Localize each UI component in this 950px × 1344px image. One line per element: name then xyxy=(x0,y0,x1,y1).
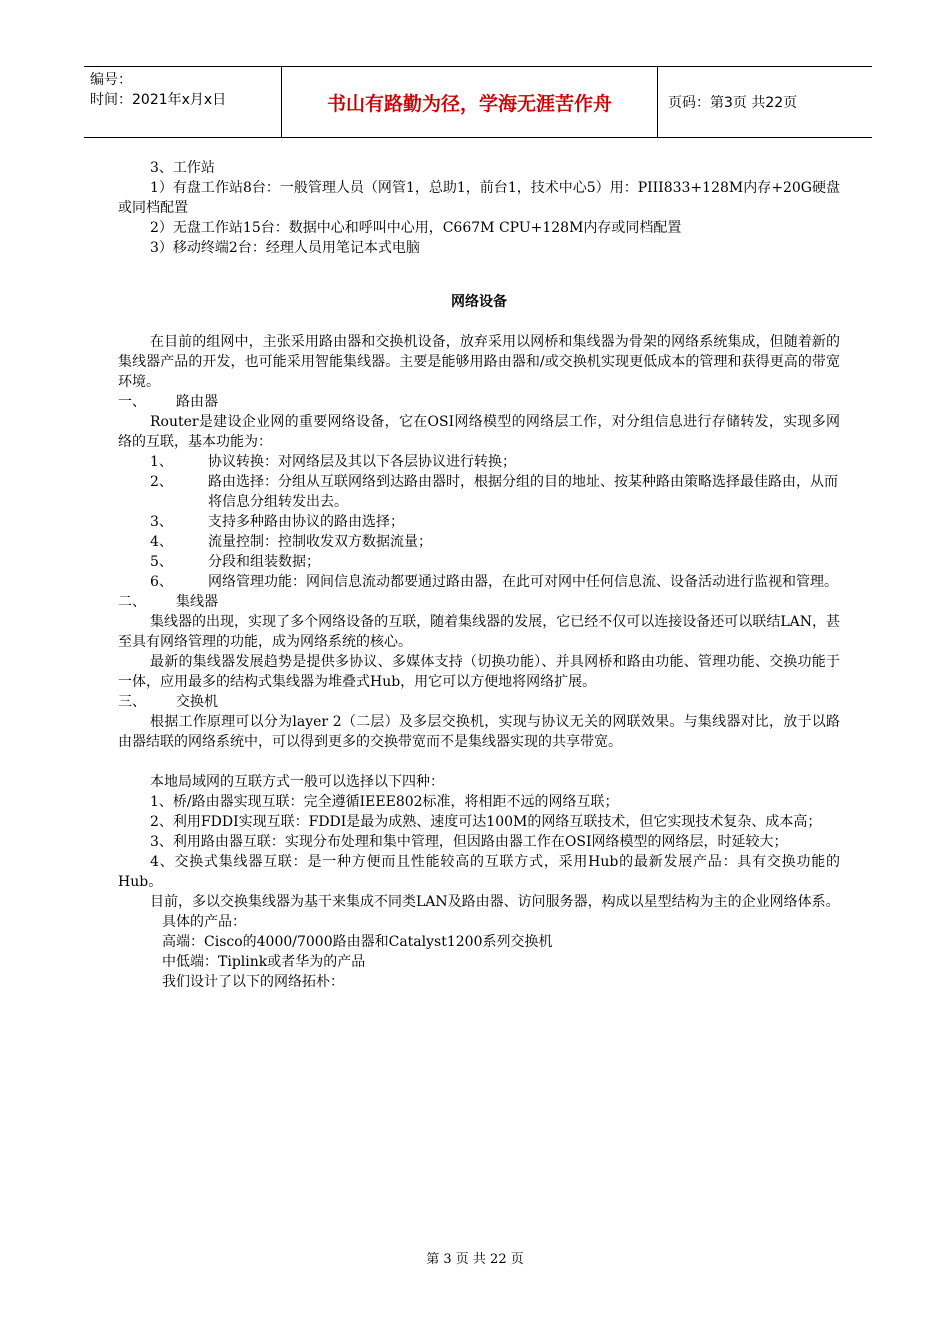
interconnect-method-1: 1、桥/路由器实现互联：完全遵循IEEE802标准，将相距不远的网络互联； xyxy=(150,794,619,810)
list-item xyxy=(118,472,840,512)
workstation-line-3: 3）移动终端2台：经理人员用笔记本式电脑 xyxy=(150,240,420,256)
products-title: 具体的产品： xyxy=(162,914,246,930)
products-high: 高端：Cisco的4000/7000路由器和Catalyst1200系列交换机 xyxy=(162,934,553,950)
switch-num: 三、 xyxy=(118,694,146,710)
router-title: 路由器 xyxy=(176,394,218,410)
list-item-text: 路由选择：分组从互联网络到达路由器时，根据分组的目的地址、按某种路由策略选择最佳路由，从而将信息分组转发出去。 xyxy=(208,474,838,510)
interconnect-method-4: 4、交换式集线器互联：是一种方便而且性能较高的互联方式，采用Hub的最新发展产品：具有交换功能的Hub。 xyxy=(118,854,840,890)
list-item-num: 2、 xyxy=(150,474,173,490)
header-slogan: 书山有路勤为径，学海无涯苦作舟 xyxy=(282,67,658,137)
products-low: 中低端：Tiplink或者华为的产品 xyxy=(162,954,366,970)
interconnect-intro: 本地局域网的互联方式一般可以选择以下四种： xyxy=(150,774,444,790)
network-intro: 在目前的组网中，主张采用路由器和交换机设备，放弃采用以网桥和集线器为骨架的网络系统集成，但随着新的集线器产品的开发，也可能采用智能集线器。主要是能够用路由器和/或交换机实现更低成本的管理和获得更高的带宽环境。 xyxy=(118,334,840,390)
hub-paragraph-2: 最新的集线器发展趋势是提供多协议、多媒体支持（切换功能）、并具网桥和路由功能、管理功能、交换功能于一体，应用最多的结构式集线器为堆叠式Hub，用它可以方便地将网络扩展。 xyxy=(118,654,840,690)
list-item xyxy=(118,532,840,552)
list-item-text: 流量控制：控制收发双方数据流量； xyxy=(208,534,432,550)
list-item-num: 5、 xyxy=(150,554,173,570)
header-meta xyxy=(84,67,282,137)
page-header xyxy=(84,66,872,138)
list-item xyxy=(118,512,840,532)
hub-num: 二、 xyxy=(118,594,146,610)
workstation-line-2: 2）无盘工作站15台：数据中心和呼叫中心用，C667M CPU+128M内存或同档配置 xyxy=(150,220,682,236)
workstation-title: 3、工作站 xyxy=(150,160,215,176)
list-item-text: 协议转换：对网络层及其以下各层协议进行转换； xyxy=(208,454,516,470)
list-item-text: 网络管理功能：网间信息流动都要通过路由器，在此可对网中任何信息流、设备活动进行监视和管理。 xyxy=(208,574,838,590)
interconnect-method-2: 2、利用FDDI实现互联：FDDI是最为成熟、速度可达100M的网络互联技术，但它实现技术复杂、成本高； xyxy=(150,814,822,830)
interconnect-method-3: 3、利用路由器互联：实现分布处理和集中管理，但因路由器工作在OSI网络模型的网络层，时延较大； xyxy=(150,834,788,850)
list-item xyxy=(118,572,840,592)
code-label: 编号： xyxy=(90,72,132,88)
header-page-label: 页码：第3页 共22页 xyxy=(668,95,798,111)
time-label: 时间：2021年x月x日 xyxy=(90,92,227,108)
switch-paragraph: 根据工作原理可以分为layer 2（二层）及多层交换机，实现与协议无关的网联效果。与集线器对比，放于以路由器结联的网络系统中，可以得到更多的交换带宽而不是集线器实现的共享带宽。 xyxy=(118,714,840,750)
products-topology: 我们设计了以下的网络拓朴： xyxy=(162,974,344,990)
switch-heading xyxy=(118,692,840,712)
list-item-text: 分段和组装数据； xyxy=(208,554,320,570)
router-heading xyxy=(118,392,840,412)
hub-paragraph-1: 集线器的出现，实现了多个网络设备的互联，随着集线器的发展，它已经不仅可以连接设备还可以联结LAN，甚至具有网络管理的功能，成为网络系统的核心。 xyxy=(118,614,840,650)
router-desc: Router是建设企业网的重要网络设备，它在OSI网络模型的网络层工作，对分组信息进行存储转发，实现多网络的互联，基本功能为： xyxy=(118,414,840,450)
list-item-text: 支持多种路由协议的路由选择； xyxy=(208,514,404,530)
workstation-line-1: 1）有盘工作站8台：一般管理人员（网管1，总助1，前台1，技术中心5）用：PIII833+128M内存+20G硬盘或同档配置 xyxy=(118,180,840,216)
list-item xyxy=(118,552,840,572)
list-item xyxy=(118,452,840,472)
spacer xyxy=(118,752,840,772)
hub-heading xyxy=(118,592,840,612)
list-item-num: 6、 xyxy=(150,574,173,590)
interconnect-summary: 目前，多以交换集线器为基干来集成不同类LAN及路由器、访问服务器，构成以星型结构为主的企业网络体系。 xyxy=(150,894,840,910)
document-body xyxy=(118,158,840,992)
list-item-num: 4、 xyxy=(150,534,173,550)
switch-title: 交换机 xyxy=(176,694,218,710)
hub-title: 集线器 xyxy=(176,594,218,610)
section-title: 网络设备 xyxy=(451,294,507,310)
router-num: 一、 xyxy=(118,394,146,410)
list-item-num: 3、 xyxy=(150,514,173,530)
page-footer: 第 3 页 共 22 页 xyxy=(426,1252,524,1267)
list-item-num: 1、 xyxy=(150,454,173,470)
